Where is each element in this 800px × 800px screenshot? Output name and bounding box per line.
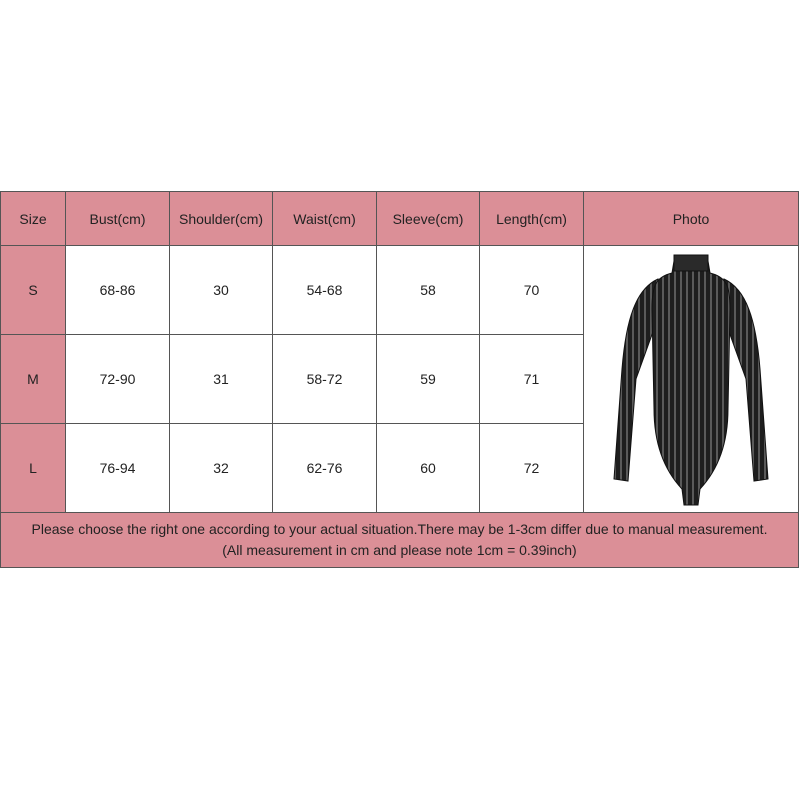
size-chart-table (0, 191, 799, 568)
sleeve-value: 59 (377, 335, 480, 424)
bust-value: 68-86 (66, 246, 170, 335)
header-length: Length(cm) (480, 192, 584, 246)
waist-value: 54-68 (273, 246, 377, 335)
length-value: 70 (480, 246, 584, 335)
header-size: Size (1, 192, 66, 246)
header-sleeve: Sleeve(cm) (377, 192, 480, 246)
table-row (1, 246, 799, 335)
sleeve-value: 58 (377, 246, 480, 335)
header-bust: Bust(cm) (66, 192, 170, 246)
size-chart (0, 191, 800, 571)
bust-value: 76-94 (66, 424, 170, 513)
header-waist: Waist(cm) (273, 192, 377, 246)
shoulder-value: 31 (170, 335, 273, 424)
shoulder-value: 32 (170, 424, 273, 513)
waist-value: 62-76 (273, 424, 377, 513)
size-label: L (1, 424, 66, 513)
header-shoulder: Shoulder(cm) (170, 192, 273, 246)
bodysuit-image (596, 249, 786, 509)
size-label: M (1, 335, 66, 424)
length-value: 72 (480, 424, 584, 513)
length-value: 71 (480, 335, 584, 424)
bust-value: 72-90 (66, 335, 170, 424)
measurement-note: Please choose the right one according to your actual situation.There may be 1-3cm differ due to manual measurement.(All measurement in cm and please note 1cm = 0.39inch) (1, 513, 799, 568)
sleeve-value: 60 (377, 424, 480, 513)
size-label: S (1, 246, 66, 335)
waist-value: 58-72 (273, 335, 377, 424)
product-photo (584, 246, 799, 513)
header-photo: Photo (584, 192, 799, 246)
shoulder-value: 30 (170, 246, 273, 335)
